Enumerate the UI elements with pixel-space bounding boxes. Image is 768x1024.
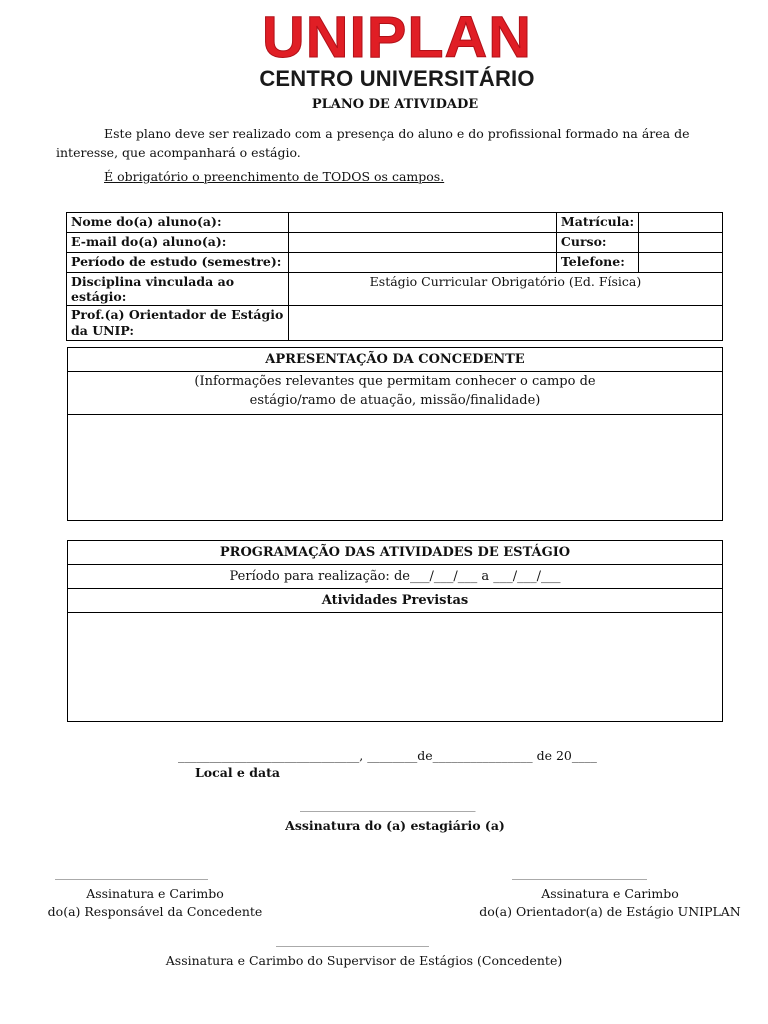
student-signature-line: _______________________________________ — [300, 802, 476, 812]
logo-brand: UNIPLAN — [261, 5, 533, 70]
advisor-label-line-1: Prof.(a) Orientador de Estágio — [71, 307, 284, 322]
orientador-signature-line-2: do(a) Orientador(a) de Estágio UNIPLAN — [479, 904, 741, 919]
discipline-label: Disciplina vinculada ao estágio: — [67, 273, 289, 306]
logo-subtitle: CENTRO UNIVERSITÁRIO — [259, 66, 535, 91]
concedente-subtitle — [68, 372, 722, 415]
concedente-signature-line-1: Assinatura e Carimbo — [86, 886, 224, 901]
concedente-signature-line: __________________________________ — [55, 870, 208, 880]
activities-title: Atividades Previstas — [68, 589, 722, 613]
student-signature-label: Assinatura do (a) estagiário (a) — [285, 818, 505, 833]
student-name-field[interactable] — [288, 213, 556, 233]
programacao-period: Período para realização: de___/___/___ a ___/___/___ — [68, 565, 722, 589]
place-date-label: Local e data — [195, 765, 280, 780]
concedente-section — [67, 347, 723, 521]
orientador-signature-line: ______________________________ — [512, 870, 647, 880]
supervisor-signature-line: __________________________________ — [276, 937, 429, 947]
student-info-table — [66, 212, 723, 341]
orientador-signature-line-1: Assinatura e Carimbo — [541, 886, 679, 901]
uniplan-logo — [247, 5, 547, 92]
concedente-text-area[interactable] — [68, 415, 722, 519]
programacao-section — [67, 540, 723, 722]
concedente-subtitle-line-2: estágio/ramo de atuação, missão/finalidade) — [249, 393, 541, 408]
course-field[interactable] — [639, 233, 723, 253]
email-field[interactable] — [288, 233, 556, 253]
advisor-label-line-2: da UNIP: — [71, 323, 134, 338]
course-label: Curso: — [556, 233, 638, 253]
supervisor-signature-label: Assinatura e Carimbo do Supervisor de Estágios (Concedente) — [165, 953, 563, 968]
advisor-label — [67, 306, 289, 341]
orientador-signature-label — [470, 885, 750, 921]
discipline-value: Estágio Curricular Obrigatório (Ed. Física) — [288, 273, 722, 306]
intro-paragraph: Este plano deve ser realizado com a presença do aluno e do profissional formado na área de interesse, que acompanhará o estágio. — [56, 126, 690, 160]
phone-label: Telefone: — [556, 253, 638, 273]
enrollment-label: Matrícula: — [556, 213, 638, 233]
document-title: PLANO DE ATIVIDADE — [311, 97, 479, 112]
period-field[interactable] — [288, 253, 556, 273]
concedente-title: APRESENTAÇÃO DA CONCEDENTE — [68, 348, 722, 372]
date-line: _____________________________, ________de________________ de 20____ — [178, 748, 597, 763]
concedente-signature-label — [40, 885, 270, 921]
student-name-label: Nome do(a) aluno(a): — [67, 213, 289, 233]
email-label: E-mail do(a) aluno(a): — [67, 233, 289, 253]
programacao-title: PROGRAMAÇÃO DAS ATIVIDADES DE ESTÁGIO — [68, 541, 722, 565]
period-label: Período de estudo (semestre): — [67, 253, 289, 273]
enrollment-field[interactable] — [639, 213, 723, 233]
concedente-subtitle-line-1: (Informações relevantes que permitam conhecer o campo de — [194, 374, 596, 389]
activities-text-area[interactable] — [68, 613, 722, 717]
mandatory-note: É obrigatório o preenchimento de TODOS os campos. — [104, 169, 445, 184]
advisor-field[interactable] — [288, 306, 722, 341]
phone-field[interactable] — [639, 253, 723, 273]
concedente-signature-line-2: do(a) Responsável da Concedente — [47, 904, 263, 919]
